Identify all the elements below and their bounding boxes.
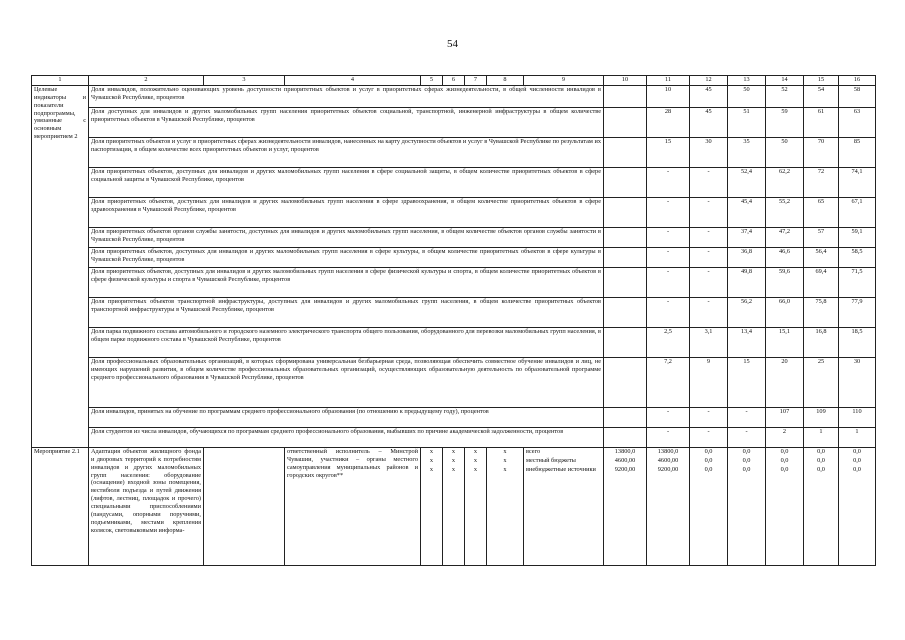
period-mark-line: x — [451, 466, 456, 473]
indicator-value: - — [690, 198, 728, 228]
funding-value-line: 13800,0 — [657, 448, 679, 455]
header-cell: 5 — [421, 76, 443, 86]
indicator-value: 59,1 — [839, 228, 876, 248]
empty-cell — [604, 108, 647, 138]
indicator-text: Доля приоритетных объектов, доступных для инвалидов и других маломобильных групп населения в сфере здравоохранения, в общем количестве приоритетных объектов в сфере здравоохранения в Чувашской Республике, процентов — [89, 198, 604, 228]
period-mark-line: x — [451, 448, 456, 455]
indicator-text: Доля приоритетных объектов органов службы занятости, доступных для инвалидов и других маломобильных групп населения, в общем количестве объектов органов службы занятости в Чувашской Республике, процентов — [89, 228, 604, 248]
funding-value-line: 9200,00 — [657, 466, 679, 473]
indicator-value: 50 — [728, 86, 766, 108]
funding-value — [690, 448, 728, 566]
funding-value — [647, 448, 690, 566]
indicator-value: 15,1 — [766, 328, 804, 358]
indicator-value: - — [647, 298, 690, 328]
indicator-value: - — [690, 228, 728, 248]
empty-cell — [604, 358, 647, 408]
indicator-row — [32, 168, 876, 198]
indicator-value: - — [647, 198, 690, 228]
header-cell: 7 — [465, 76, 487, 86]
indicator-text: Доля приоритетных объектов, доступных для инвалидов и других маломобильных групп населения в сфере культуры, в общем количестве приоритетных объектов в сфере культуры в Чувашской Республике, процентов — [89, 248, 604, 268]
indicator-text: Доля приоритетных объектов, доступных для инвалидов и других маломобильных групп населения в сфере физической культуры и спорта, в общем количестве приоритетных объектов в сфере физической культуры и спорта в Чувашской Республике, процентов — [89, 268, 604, 298]
event-row — [32, 448, 876, 566]
indicator-value: - — [647, 248, 690, 268]
funding-value — [728, 448, 766, 566]
empty-cell — [604, 228, 647, 248]
funding-source-line: всего — [526, 448, 541, 455]
indicator-value: 56,2 — [728, 298, 766, 328]
funding-value-line: 0,0 — [853, 448, 861, 455]
indicator-value: 110 — [839, 408, 876, 428]
indicator-value: 20 — [766, 358, 804, 408]
indicator-value: 109 — [804, 408, 839, 428]
indicator-value: 51 — [728, 108, 766, 138]
funding-value-line: 0,0 — [780, 466, 789, 473]
indicator-value: 45,4 — [728, 198, 766, 228]
indicator-value: 58,5 — [839, 248, 876, 268]
funding-source-line: внебюджетные источники — [526, 466, 596, 473]
indicator-value: 52 — [766, 86, 804, 108]
indicator-value: 69,4 — [804, 268, 839, 298]
header-cell: 1 — [32, 76, 89, 86]
indicator-text: Доля студентов из числа инвалидов, обучающихся по программам среднего профессионального образования, выбывших по причине академической задолженности, процентов — [89, 428, 604, 448]
indicator-value: 49,8 — [728, 268, 766, 298]
event-executor: ответственный исполнитель – Минстрой Чувашии, участники – органы местного самоуправления муниципальных районов и городских округов** — [285, 448, 421, 566]
funding-value-line: 0,0 — [742, 457, 751, 464]
indicator-value: - — [690, 408, 728, 428]
header-cell: 6 — [443, 76, 465, 86]
header-cell: 12 — [690, 76, 728, 86]
indicator-value: 46,6 — [766, 248, 804, 268]
indicator-value: 72 — [804, 168, 839, 198]
empty-cell — [604, 138, 647, 168]
indicator-value: - — [647, 168, 690, 198]
indicator-value: 52,4 — [728, 168, 766, 198]
period-mark — [487, 448, 524, 566]
indicator-value: 61 — [804, 108, 839, 138]
funding-value — [839, 448, 876, 566]
indicator-text: Доля инвалидов, положительно оценивающих уровень доступности приоритетных объектов и услуг в приоритетных сферах жизнедеятельности, в общей численности инвалидов в Чувашской Республике, процентов — [89, 86, 604, 108]
indicator-value: 85 — [839, 138, 876, 168]
indicator-value: 30 — [690, 138, 728, 168]
header-cell: 2 — [89, 76, 204, 86]
indicator-text: Доля профессиональных образовательных организаций, в которых сформирована универсальная безбарьерная среда, позволяющая обеспечить совместное обучение инвалидов и лиц, не имеющих нарушений развития, в общем количестве профессиональных образовательных организаций, осуществляющих образовательную деятельность по образовательной программе среднего профессионального образования в Чувашской Республике, процентов — [89, 358, 604, 408]
period-mark-line: x — [503, 466, 507, 473]
funding-source-line: местный бюджеты — [526, 457, 576, 464]
header-cell: 10 — [604, 76, 647, 86]
indicator-value: - — [690, 428, 728, 448]
funding-value-line: 0,0 — [742, 466, 751, 473]
indicator-value: - — [728, 428, 766, 448]
funding-value-line: 9200,00 — [614, 466, 636, 473]
funding-value-line: 0,0 — [817, 457, 825, 464]
group-label: Целевые индикаторы и показатели подпрограммы, увязанные с основным мероприятием 2 — [32, 86, 89, 448]
indicator-text: Доля парка подвижного состава автомобильного и городского наземного электрического транспорта общего пользования, оборудованного для перевозки маломобильных групп населения, в общем парке подвижного состава в Чувашской Республике, процентов — [89, 328, 604, 358]
indicator-value: 74,1 — [839, 168, 876, 198]
indicator-value: 1 — [839, 428, 876, 448]
indicator-text: Доля инвалидов, принятых на обучение по программам среднего профессионального образования (по отношению к предыдущему году), процентов — [89, 408, 604, 428]
empty-cell — [604, 428, 647, 448]
indicator-value: 1 — [804, 428, 839, 448]
indicator-value: 54 — [804, 86, 839, 108]
indicator-value: 59,6 — [766, 268, 804, 298]
empty-cell — [604, 268, 647, 298]
indicator-row — [32, 408, 876, 428]
indicator-value: 50 — [766, 138, 804, 168]
indicator-value: 77,9 — [839, 298, 876, 328]
header-cell: 15 — [804, 76, 839, 86]
indicator-value: 62,2 — [766, 168, 804, 198]
indicator-value: 56,4 — [804, 248, 839, 268]
header-cell: 13 — [728, 76, 766, 86]
funding-value-line: 4600,00 — [614, 457, 636, 464]
program-table — [31, 75, 876, 566]
indicator-value: 36,8 — [728, 248, 766, 268]
indicator-row — [32, 108, 876, 138]
indicator-value: 37,4 — [728, 228, 766, 248]
funding-value — [604, 448, 647, 566]
indicator-value: 30 — [839, 358, 876, 408]
indicator-value: 25 — [804, 358, 839, 408]
indicator-value: 13,4 — [728, 328, 766, 358]
header-row — [32, 76, 876, 86]
indicator-text: Доля приоритетных объектов, доступных для инвалидов и других маломобильных групп населения в сфере социальной защиты, в общем количестве приоритетных объектов в сфере социальной защиты в Чувашской Республике, процентов — [89, 168, 604, 198]
funding-value-line: 0,0 — [853, 457, 861, 464]
funding-value-line: 13800,0 — [614, 448, 636, 455]
period-mark-line: x — [473, 448, 478, 455]
indicator-value: - — [690, 298, 728, 328]
page-number: 54 — [447, 38, 458, 50]
indicator-value: 67,1 — [839, 198, 876, 228]
empty-cell — [604, 248, 647, 268]
header-cell: 3 — [204, 76, 285, 86]
period-mark-line: x — [429, 448, 434, 455]
indicator-text: Доля доступных для инвалидов и других маломобильных групп населения приоритетных объектов социальной, транспортной, инженерной инфраструктуры в общем количестве приоритетных объектов в Чувашской Республике, процентов — [89, 108, 604, 138]
event-label: Мероприятие 2.1 — [32, 448, 89, 566]
event-name: Адаптация объектов жилищного фонда и дворовых территорий к потребностям инвалидов и других маломобильных групп населения: оборудование (оснащение) входной зоны помещения, вестибюля подъезда и путей движения (лифтов, лестниц, площадок и прочего) специальными приспособлениями (пандусами, опорными поручнями, подъемниками, местами крепления колясок, световыковыми информа- — [89, 448, 204, 566]
indicator-row — [32, 358, 876, 408]
indicator-row — [32, 298, 876, 328]
indicator-value: 15 — [647, 138, 690, 168]
funding-source — [524, 448, 604, 566]
indicator-row — [32, 138, 876, 168]
empty-cell — [204, 448, 285, 566]
period-mark-line: x — [451, 457, 456, 464]
indicator-row — [32, 86, 876, 108]
funding-value-line: 0,0 — [853, 466, 861, 473]
indicator-text: Доля приоритетных объектов транспортной инфраструктуры, доступных для инвалидов и других маломобильных групп населения, в общем количестве приоритетных объектов транспортной инфраструктуры в Чувашской Республике, процентов — [89, 298, 604, 328]
funding-value-line: 0,0 — [817, 466, 825, 473]
indicator-value: - — [690, 168, 728, 198]
indicator-value: 107 — [766, 408, 804, 428]
indicator-row — [32, 428, 876, 448]
indicator-value: 3,1 — [690, 328, 728, 358]
indicator-value: 45 — [690, 86, 728, 108]
funding-value-line: 0,0 — [742, 448, 751, 455]
period-mark-line: x — [429, 457, 434, 464]
funding-value-line: 0,0 — [780, 448, 789, 455]
indicator-value: 10 — [647, 86, 690, 108]
indicator-row — [32, 228, 876, 248]
indicator-value: - — [647, 428, 690, 448]
empty-cell — [604, 298, 647, 328]
indicator-value: 55,2 — [766, 198, 804, 228]
header-cell: 8 — [487, 76, 524, 86]
indicator-row — [32, 248, 876, 268]
indicator-value: - — [690, 248, 728, 268]
indicator-text: Доля приоритетных объектов и услуг в приоритетных сферах жизнедеятельности инвалидов, нанесенных на карту доступности объектов и услуг в Чувашской Республике по результатам их паспортизации, в общем количестве всех приоритетных объектов и услуг, процентов — [89, 138, 604, 168]
indicator-value: 65 — [804, 198, 839, 228]
indicator-value: 35 — [728, 138, 766, 168]
indicator-value: - — [647, 408, 690, 428]
indicator-value: - — [647, 268, 690, 298]
header-cell: 16 — [839, 76, 876, 86]
indicator-value: 9 — [690, 358, 728, 408]
period-mark-line: x — [429, 466, 434, 473]
indicator-value: - — [728, 408, 766, 428]
indicator-value: 2 — [766, 428, 804, 448]
funding-value-line: 0,0 — [704, 448, 713, 455]
indicator-value: 59 — [766, 108, 804, 138]
period-mark-line: x — [473, 466, 478, 473]
header-cell: 14 — [766, 76, 804, 86]
funding-value-line: 0,0 — [780, 457, 789, 464]
indicator-value: 71,5 — [839, 268, 876, 298]
indicator-value: 7,2 — [647, 358, 690, 408]
indicator-value: 70 — [804, 138, 839, 168]
period-mark-line: x — [503, 448, 507, 455]
indicator-value: 63 — [839, 108, 876, 138]
period-mark — [421, 448, 443, 566]
indicator-value: - — [690, 268, 728, 298]
indicator-row — [32, 268, 876, 298]
indicator-value: 75,8 — [804, 298, 839, 328]
indicator-row — [32, 198, 876, 228]
empty-cell — [604, 408, 647, 428]
empty-cell — [604, 168, 647, 198]
period-mark — [443, 448, 465, 566]
indicator-value: 47,2 — [766, 228, 804, 248]
indicator-value: 66,0 — [766, 298, 804, 328]
period-mark — [465, 448, 487, 566]
header-cell: 4 — [285, 76, 421, 86]
indicator-value: 15 — [728, 358, 766, 408]
funding-value-line: 0,0 — [704, 466, 713, 473]
funding-value — [766, 448, 804, 566]
indicator-value: 2,5 — [647, 328, 690, 358]
empty-cell — [604, 198, 647, 228]
period-mark-line: x — [503, 457, 507, 464]
indicator-value: 45 — [690, 108, 728, 138]
header-cell: 9 — [524, 76, 604, 86]
indicator-row — [32, 328, 876, 358]
funding-value — [804, 448, 839, 566]
indicator-value: 16,8 — [804, 328, 839, 358]
indicator-value: 57 — [804, 228, 839, 248]
funding-value-line: 4600,00 — [657, 457, 679, 464]
indicator-value: - — [647, 228, 690, 248]
empty-cell — [604, 328, 647, 358]
funding-value-line: 0,0 — [704, 457, 713, 464]
period-mark-line: x — [473, 457, 478, 464]
empty-cell — [604, 86, 647, 108]
indicator-value: 28 — [647, 108, 690, 138]
header-cell: 11 — [647, 76, 690, 86]
indicator-value: 58 — [839, 86, 876, 108]
funding-value-line: 0,0 — [817, 448, 825, 455]
indicator-value: 18,5 — [839, 328, 876, 358]
